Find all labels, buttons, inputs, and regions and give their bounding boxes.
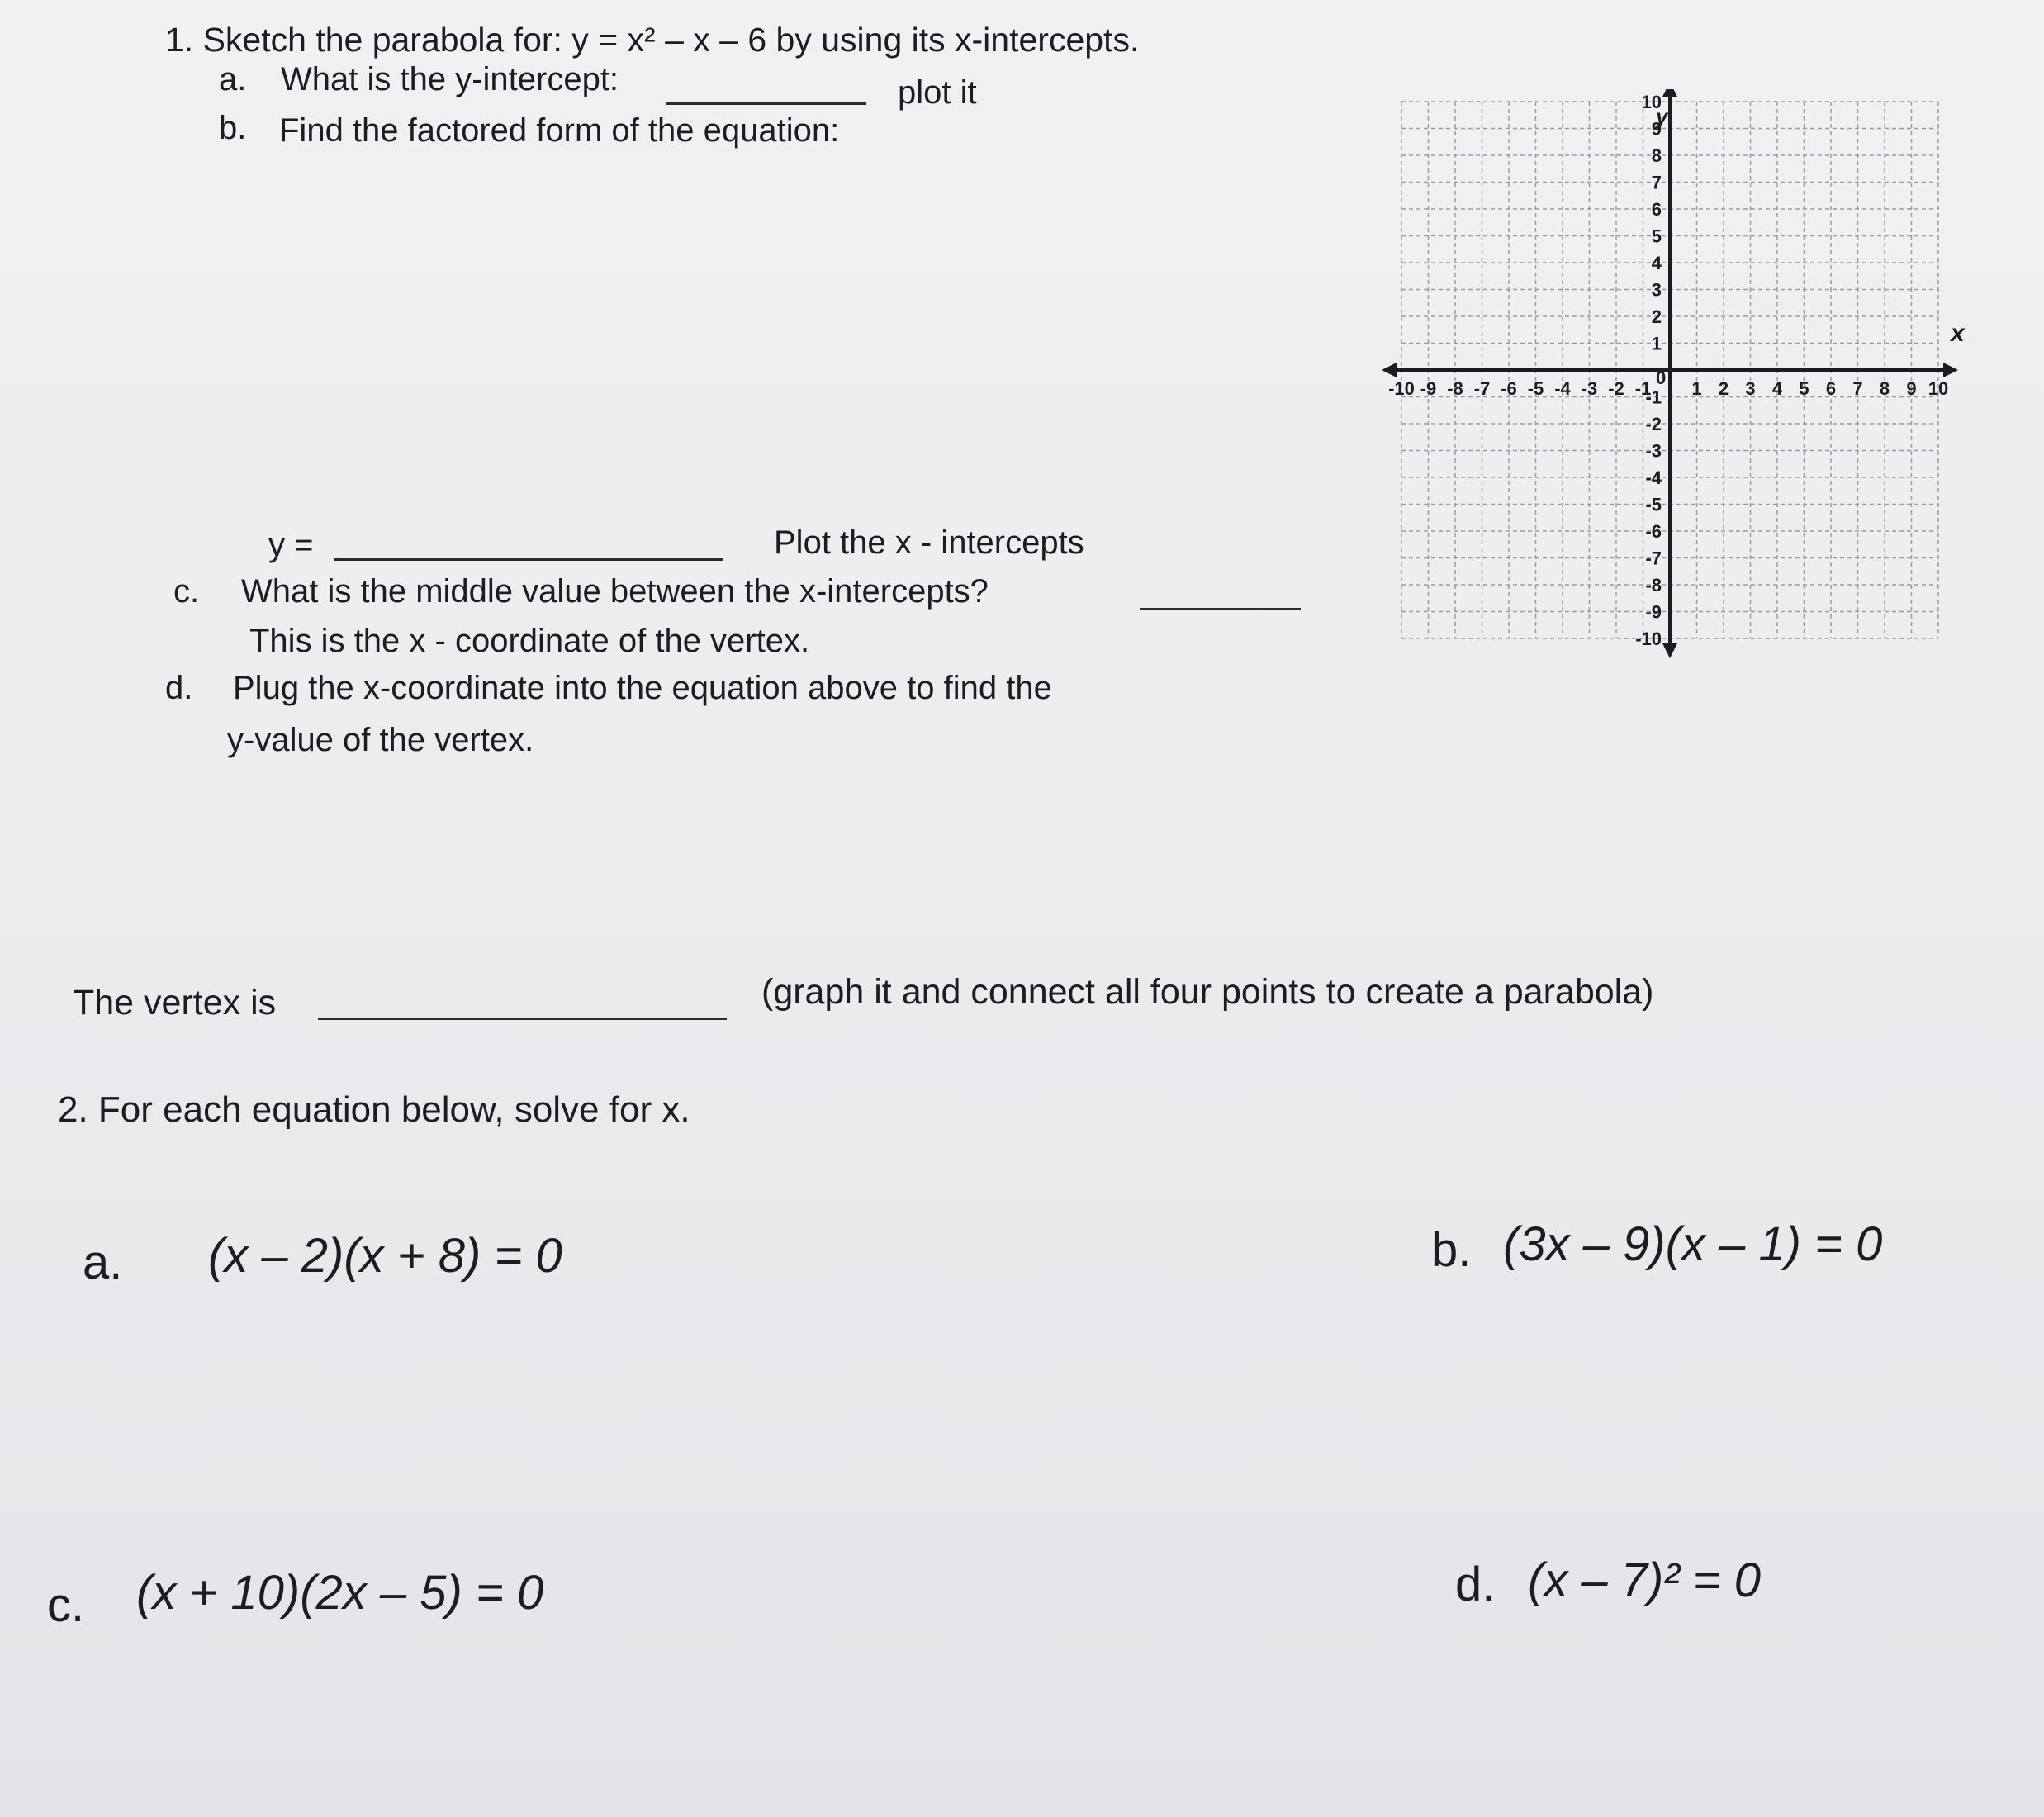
y-tick-label: -5 <box>1645 494 1662 515</box>
y-axis-up-arrow <box>1662 89 1677 97</box>
y-tick-label: 10 <box>1641 92 1662 112</box>
y-tick-label: 7 <box>1651 172 1662 193</box>
y-tick-label: -6 <box>1645 521 1662 542</box>
coordinate-grid-svg <box>1363 89 1999 659</box>
x-tick-label: 8 <box>1879 378 1890 399</box>
problem-1b-text: Find the factored form of the equation: <box>279 112 840 149</box>
y-tick-label: 9 <box>1651 118 1662 140</box>
problem-1c-label: c. <box>173 573 200 610</box>
x-tick-label: -9 <box>1420 378 1437 399</box>
x-tick-label: 10 <box>1928 378 1949 399</box>
x-tick-label: 9 <box>1906 378 1917 399</box>
y-tick-label: 5 <box>1651 225 1662 247</box>
y-tick-label: 8 <box>1651 145 1662 166</box>
x-tick-label: 5 <box>1799 378 1809 399</box>
problem-2d-equation: (x – 7)² = 0 <box>1528 1554 1762 1607</box>
vertex-text: The vertex is <box>73 983 277 1022</box>
problem-1b-label: b. <box>219 110 247 146</box>
y-tick-label: -4 <box>1645 467 1662 488</box>
problem-1d-label: d. <box>165 670 193 706</box>
x-axis-left-arrow <box>1382 363 1397 377</box>
problem-1d-text: Plug the x-coordinate into the equation above to find the <box>233 670 1052 706</box>
middle-value-answer-blank[interactable] <box>1140 608 1301 610</box>
problem-2-heading: 2. For each equation below, solve for x. <box>58 1089 690 1130</box>
x-axis-right-arrow <box>1943 363 1958 377</box>
x-tick-label: 1 <box>1691 378 1702 399</box>
x-tick-label: -3 <box>1581 378 1598 399</box>
vertex-note: (graph it and connect all four points to create a parabola) <box>761 972 1654 1012</box>
x-tick-label: 2 <box>1718 378 1729 399</box>
y-tick-label: -1 <box>1645 387 1662 408</box>
y-tick-label: -3 <box>1645 440 1662 462</box>
x-tick-label: 6 <box>1825 378 1837 399</box>
problem-2b-equation: (3x – 9)(x – 1) = 0 <box>1503 1217 1883 1271</box>
problem-2c-label: c. <box>47 1578 85 1632</box>
problem-1a-label: a. <box>219 61 247 97</box>
x-tick-label: -2 <box>1608 378 1624 399</box>
problem-2b-label: b. <box>1431 1223 1472 1277</box>
y-tick-label: -9 <box>1645 601 1662 623</box>
vertex-answer-blank[interactable] <box>318 1018 727 1020</box>
x-tick-label: -10 <box>1388 378 1415 399</box>
x-tick-label: -6 <box>1501 378 1517 399</box>
y-tick-label: -2 <box>1645 414 1662 434</box>
y-axis-label: y <box>1656 104 1668 129</box>
origin-label: 0 <box>1656 368 1667 388</box>
grid-axes <box>1382 89 1958 658</box>
y-intercept-answer-blank[interactable] <box>666 102 866 105</box>
y-tick-label: 1 <box>1651 333 1662 354</box>
problem-1d-text-line2: y-value of the vertex. <box>227 722 534 758</box>
y-tick-label: 6 <box>1651 199 1662 220</box>
x-tick-label: -4 <box>1554 378 1571 399</box>
y-tick-label: 3 <box>1651 279 1662 301</box>
problem-2d-label: d. <box>1455 1558 1496 1611</box>
x-tick-label: 3 <box>1745 378 1756 399</box>
y-axis-down-arrow <box>1662 643 1677 658</box>
problem-1c-text: What is the middle value between the x-intercepts? <box>241 573 989 610</box>
plot-x-intercepts-text: Plot the x - intercepts <box>774 524 1084 561</box>
factored-form-y-equals: y = <box>268 527 314 563</box>
problem-1-heading: 1. Sketch the parabola for: y = x² – x – 6 by using its x-intercepts. <box>165 21 1140 59</box>
y-tick-label: 2 <box>1651 306 1662 327</box>
x-axis-label: x <box>1951 320 1965 347</box>
problem-1a-text: What is the y-intercept: <box>281 61 619 97</box>
problem-2a-equation: (x – 2)(x + 8) = 0 <box>208 1229 562 1283</box>
y-tick-label: -8 <box>1645 575 1662 595</box>
x-tick-label: 7 <box>1852 378 1863 399</box>
x-tick-label: 4 <box>1771 378 1783 399</box>
x-tick-label: -8 <box>1447 378 1463 399</box>
problem-1a-plot-it: plot it <box>898 74 977 111</box>
coordinate-grid[interactable] <box>1363 89 1999 659</box>
x-tick-label: -7 <box>1473 378 1491 399</box>
problem-2c-equation: (x + 10)(2x – 5) = 0 <box>136 1566 544 1620</box>
y-tick-label: -7 <box>1645 548 1662 569</box>
problem-1c-note: This is the x - coordinate of the vertex. <box>249 623 810 659</box>
x-tick-label: -5 <box>1527 378 1544 399</box>
y-tick-label: 4 <box>1651 253 1662 273</box>
factored-form-answer-blank[interactable] <box>334 558 723 561</box>
y-tick-label: -10 <box>1635 629 1662 649</box>
problem-2a-label: a. <box>83 1236 123 1289</box>
x-tick-label: -1 <box>1634 378 1652 399</box>
